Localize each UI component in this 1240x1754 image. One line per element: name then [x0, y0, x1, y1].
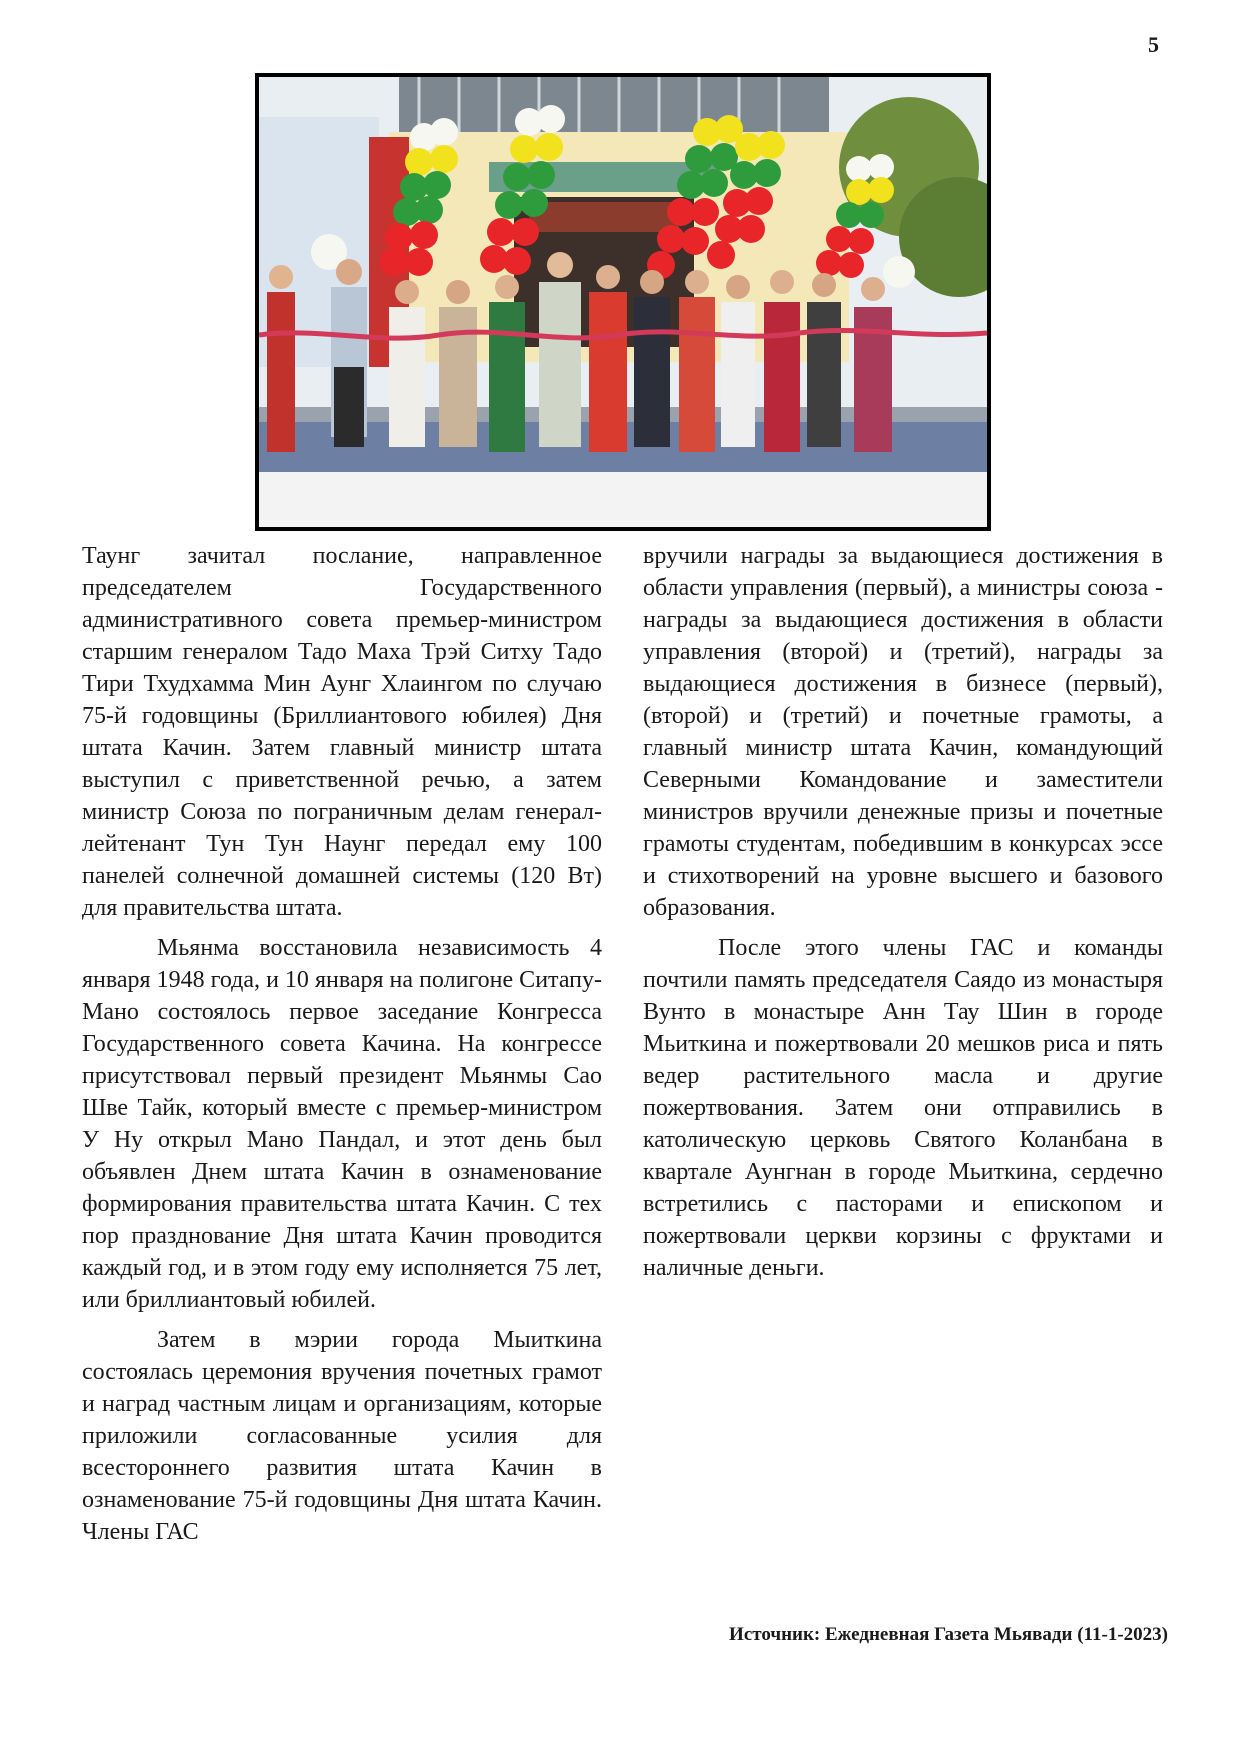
page-number: 5 — [1148, 32, 1159, 57]
ceremony-photo — [255, 73, 991, 531]
right-column — [643, 540, 1163, 1292]
left-paragraph-2: Мьянма восстановила независимость 4 января 1948 года, и 10 января на полигоне Ситапу-Мано состоялось первое заседание Конгресса Государственного совета Качина. На конгрессе присутствовал первый президент Мьянмы Сао Шве Тайк, который вместе с премьер-министром У Ну открыл Мано Пандал, и этот день был объявлен Днем штата Качин в ознаменование формирования правительства штата Качин. С тех пор празднование Дня штата Качин проводится каждый год, и в этом году ему исполняется 75 лет, или бриллиантовый юбилей. — [82, 935, 602, 1313]
source-citation: Источник: Ежедневная Газета Мьявади (11-1-2023) — [729, 1624, 1168, 1645]
left-column — [82, 540, 602, 1556]
right-paragraph-1: вручили награды за выдающиеся достижения в области управления (первый), а министры союза - награды за выдающиеся достижения в области управления (второй) и (третий), награды за выдающиеся достижения в бизнесе (первый), (второй) и (третий) и почетные грамоты, а главный министр штата Качин, командующий Северными Командование и заместители министров вручили денежные призы и почетные грамоты студентам, победившим в конкурсах эссе и стихотворений на уровне высшего и базового образования. — [643, 543, 1163, 921]
left-paragraph-3: Затем в мэрии города Мыиткина состоялась церемония вручения почетных грамот и наград частным лицам и организациям, которые приложили согласованные усилия для всестороннего развития штата Качин в ознаменование 75-й годовщины Дня штата Качин. Члены ГАС — [82, 1327, 602, 1545]
left-paragraph-1: Таунг зачитал послание, направленное председателем Государственного административного совета премьер-министром старшим генералом Тадо Маха Трэй Ситху Тадо Тири Тхудхамма Мин Аунг Хлаингом по случаю 75-й годовщины (Бриллиантового юбилея) Дня штата Качин. Затем главный министр штата выступил с приветственной речью, а затем министр Союза по пограничным делам генерал-лейтенант Тун Тун Наунг передал ему 100 панелей солнечной домашней системы (120 Вт) для правительства штата. — [82, 543, 602, 921]
right-paragraph-2: После этого члены ГАС и команды почтили память председателя Саядо из монастыря Вунто в монастыре Анн Тау Шин в городе Мьиткина и пожертвовали 20 мешков риса и пять ведер растительного масла и другие пожертвования. Затем они отправились в католическую церковь Святого Коланбана в квартале Аунгнан в городе Мьиткина, сердечно встретились с пасторами и епископом и пожертвовали церкви корзины с фруктами и наличные деньги. — [643, 935, 1163, 1281]
